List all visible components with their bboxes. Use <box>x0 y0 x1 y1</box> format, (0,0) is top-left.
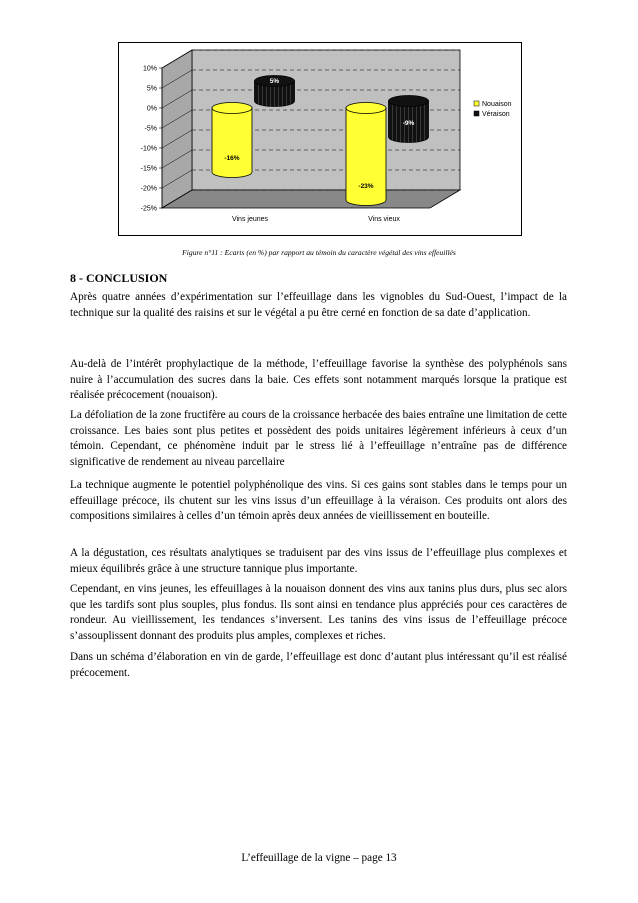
x-tick-label: Vins vieux <box>368 216 400 223</box>
paragraph: Dans un schéma d’élaboration en vin de garde, l’effeuillage est donc d’autant plus intéressant qu’il est réalisé précocement. <box>70 651 567 679</box>
y-tick-label: -5% <box>144 125 157 133</box>
paragraph: La défoliation de la zone fructifère au cours de la croissance herbacée des baies entraîne une limitation de cette croissance. Les baies sont plus petites et possèdent des poids unitaires légèrement inférieurs à ceux d’un témoin. Cependant, ce phénomène induit par le stress lié à l’effeuillage n’entraîne pas de différence significative de rendement au niveau parcellaire <box>70 409 567 468</box>
data-label: -16% <box>224 155 240 162</box>
paragraph: Au-delà de l’intérêt prophylactique de la méthode, l’effeuillage favorise la synthèse des polyphénols sans nuire à l’accumulation des sucres dans la baie. Ces effets sont notamment marqués lorsque la pratique est réalisée précocement (nouaison). <box>70 358 567 401</box>
data-label: -23% <box>358 183 374 190</box>
y-tick-label: -20% <box>140 185 157 193</box>
y-tick-label: 5% <box>146 85 157 93</box>
section-title: 8 - CONCLUSION <box>70 271 168 285</box>
paragraph: Cependant, en vins jeunes, les effeuillages à la nouaison donnent des vins aux tanins plus durs, plus sec alors que les tardifs sont plus souples, plus fondus. Ils sont ainsi en tendance plus appréciés pour ces caractères de rondeur. Au vieillissement, les tendances s’inversent. Les tanins des vins issus de l’effeuillage précoce s’assouplissent donnant des produits plus amples, complexes et riches. <box>70 583 567 642</box>
data-label: -9% <box>402 120 415 127</box>
bar-véraison-1 <box>389 96 429 143</box>
paragraph: A la dégustation, ces résultats analytiques se traduisent par des vins issus de l’effeuillage plus complexes et mieux équilibrés grâce à une structure tannique plus importante. <box>70 547 567 575</box>
bar-nouaison-1 <box>346 103 386 206</box>
data-label: 5% <box>269 78 280 85</box>
legend-label: Nouaison <box>482 101 512 108</box>
chart-side-wall <box>162 50 192 208</box>
paragraph: La technique augmente le potentiel polyphénolique des vins. Si ces gains sont stables dans le temps pour un effeuillage précoce, ils chutent sur les vins issus d’un effeuillage à la véraison. Ces produits ont alors des compositions similaires à celles d’un témoin après deux années de vieillissement en bouteille. <box>70 479 567 522</box>
y-tick-label: -15% <box>140 165 157 173</box>
paragraph: Après quatre années d’expérimentation sur l’effeuillage dans les vignobles du Sud-Ouest, l’impact de la technique sur la qualité des raisins et sur le végétal a pu être cerné en fonction de sa date d’application. <box>70 291 567 319</box>
legend-label: Véraison <box>482 111 510 118</box>
y-tick-label: 0% <box>146 105 157 113</box>
page-footer: L’effeuillage de la vigne – page 13 <box>241 852 397 864</box>
y-tick-label: -10% <box>140 145 157 153</box>
chart-floor <box>162 190 460 208</box>
bar-chart <box>118 42 522 236</box>
y-tick-label: 10% <box>142 65 157 73</box>
y-tick-label: -25% <box>140 205 157 213</box>
bar-nouaison-0 <box>212 103 252 178</box>
legend-swatch <box>474 101 479 106</box>
legend-swatch <box>474 111 479 116</box>
chart-svg <box>118 42 522 236</box>
figure-caption: Figure n°11 : Ecarts (en %) par rapport au témoin du caractère végétal des vins effeuillés <box>182 248 456 257</box>
x-tick-label: Vins jeunes <box>231 216 269 223</box>
